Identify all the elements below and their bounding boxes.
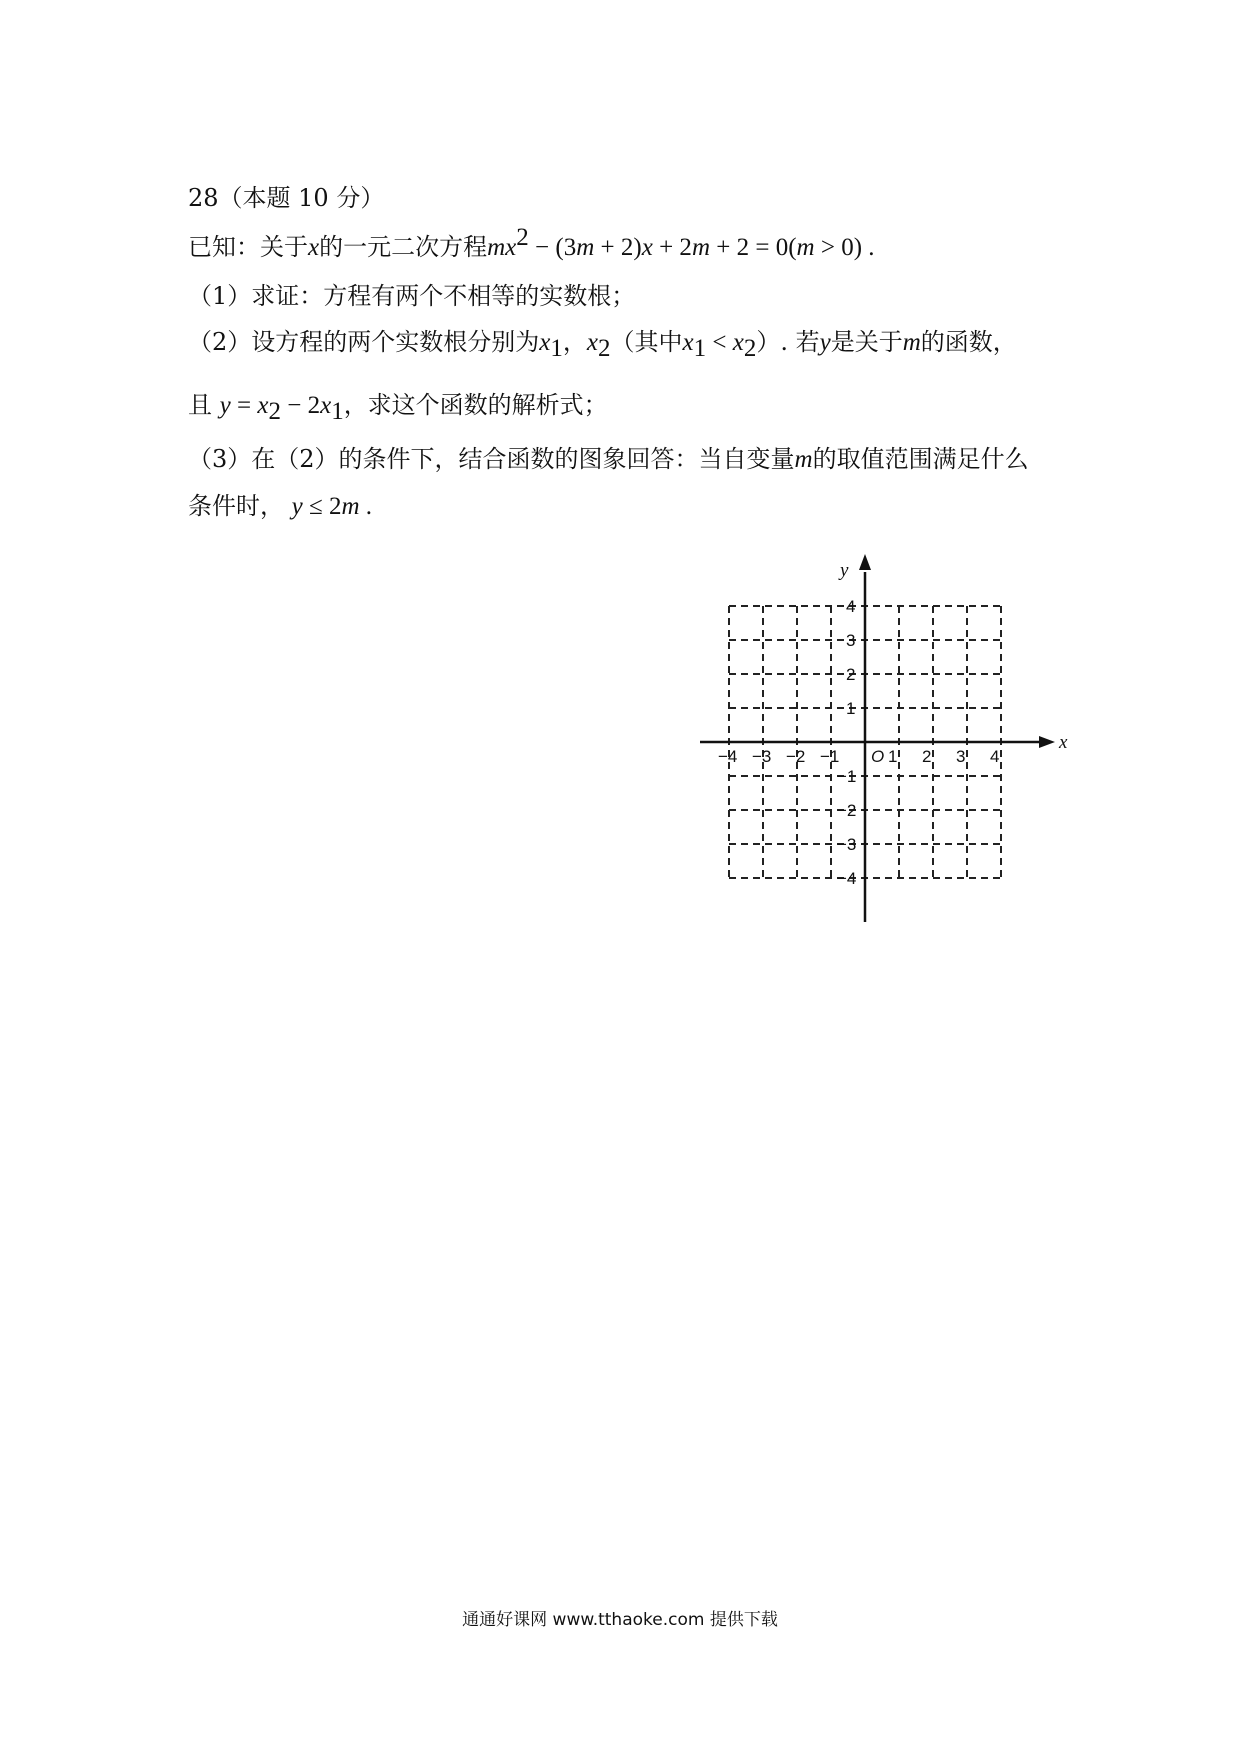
- x-tick-label: 2: [922, 747, 932, 766]
- x-tick-label: 4: [990, 747, 1000, 766]
- part-3: （3）在（2）的条件下，结合函数的图象回答：当自变量m的取值范围满足什么: [188, 445, 1029, 473]
- problem-header: 28（本题 10 分）: [188, 184, 385, 212]
- y-tick-label: −2: [837, 801, 857, 820]
- part-2: （2）设方程的两个实数根分别为$x_1$，$x_2$（其中$x_1 < x_2$）. 若y是关于m的函数，: [188, 328, 1017, 362]
- problem-intro: 已知：关于x的一元二次方程$mx^2 - (3m + 2)x + 2m + 2 = 0(m > 0)$ .: [188, 224, 875, 261]
- y-axis-label: y: [840, 560, 849, 581]
- y-tick-label: −4: [837, 869, 857, 888]
- x-axis-label: x: [1059, 732, 1068, 753]
- origin-label: O: [871, 747, 885, 766]
- y-tick-label: 4: [846, 597, 856, 616]
- y-tick-label: −3: [837, 835, 857, 854]
- x-tick-label: −4: [718, 747, 738, 766]
- x-tick-label: 1: [888, 747, 898, 766]
- y-tick-label: 2: [846, 665, 856, 684]
- y-tick-label: 3: [846, 631, 856, 650]
- part-1: （1）求证：方程有两个不相等的实数根；: [188, 282, 636, 310]
- part-2-continued: 且 $y = x_2 - 2x_1$，求这个函数的解析式；: [188, 391, 608, 425]
- y-axis-arrow: [859, 554, 871, 570]
- coordinate-grid: [700, 545, 1070, 925]
- x-tick-label: −2: [786, 747, 806, 766]
- x-tick-label: −3: [752, 747, 772, 766]
- x-tick-label: 3: [956, 747, 966, 766]
- footer-download-note: 通通好课网 www.tthaoke.com 提供下载: [462, 1610, 778, 1630]
- x-tick-label: −1: [820, 747, 840, 766]
- y-tick-label: −1: [837, 767, 857, 786]
- part-3-continued: 条件时， y ≤ 2m .: [188, 492, 373, 520]
- x-axis-arrow: [1039, 736, 1055, 748]
- y-tick-label: 1: [846, 699, 856, 718]
